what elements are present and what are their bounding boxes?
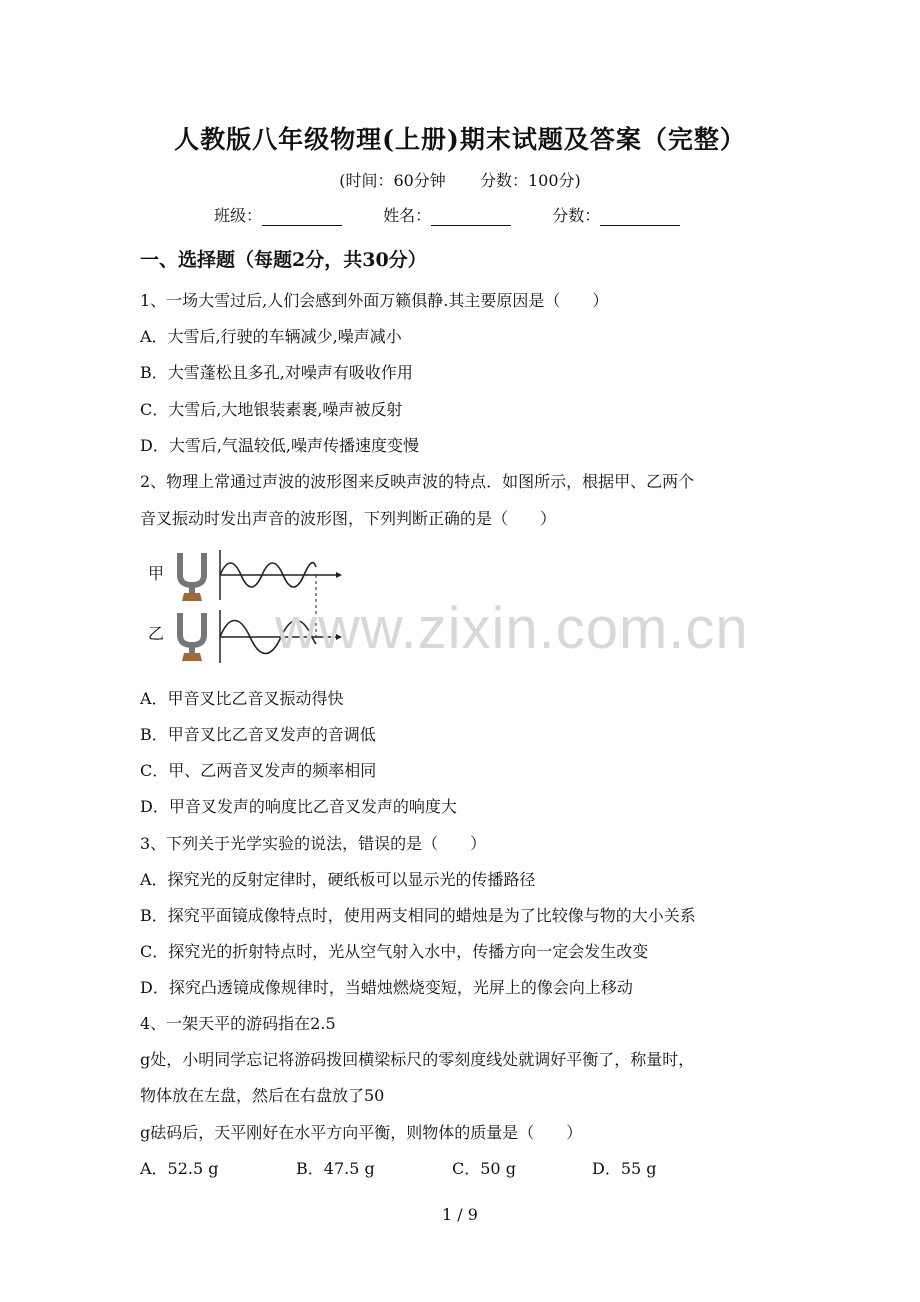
q4-stem-line3: 物体放在左盘，然后在右盘放了50 bbox=[140, 1086, 385, 1105]
exam-time: (时间：60分钟 bbox=[339, 171, 446, 190]
exam-score: 分数：100分) bbox=[480, 171, 581, 190]
page-number: 1 / 9 bbox=[442, 1205, 478, 1224]
q4-option-b: B．47.5 g bbox=[296, 1159, 375, 1178]
q1-stem: 1、一场大雪过后,人们会感到外面万籁俱静.其主要原因是（ ） bbox=[140, 291, 609, 310]
score-label: 分数： bbox=[552, 206, 601, 225]
tuning-fork-icon bbox=[180, 613, 204, 661]
q3-option-a: A．探究光的反射定律时，硬纸板可以显示光的传播路径 bbox=[140, 870, 536, 889]
q1-option-a: A．大雪后,行驶的车辆减少,噪声减小 bbox=[140, 327, 402, 346]
q3-option-c: C．探究光的折射特点时，光从空气射入水中，传播方向一定会发生改变 bbox=[140, 942, 649, 961]
fig-label-jia: 甲 bbox=[148, 564, 165, 583]
q2-stem-line2: 音叉振动时发出声音的波形图，下列判断正确的是（ ） bbox=[140, 509, 557, 528]
q2-option-a: A．甲音叉比乙音叉振动得快 bbox=[140, 689, 344, 708]
q1-option-c: C．大雪后,大地银装素裹,噪声被反射 bbox=[140, 400, 403, 419]
q2-option-c: C．甲、乙两音叉发声的频率相同 bbox=[140, 761, 377, 780]
fig-label-yi: 乙 bbox=[148, 624, 165, 643]
page-title: 人教版八年级物理(上册)期末试题及答案（完整） bbox=[174, 125, 746, 154]
q4-stem-line4: g砝码后，天平刚好在水平方向平衡，则物体的质量是（ ） bbox=[140, 1123, 583, 1142]
watermark: www.zixin.com.cn bbox=[275, 596, 749, 661]
q3-option-d: D．探究凸透镜成像规律时，当蜡烛燃烧变短，光屏上的像会向上移动 bbox=[140, 978, 633, 997]
tuning-fork-icon bbox=[180, 553, 204, 601]
name-label: 姓名： bbox=[383, 206, 432, 225]
q2-option-b: B．甲音叉比乙音叉发声的音调低 bbox=[140, 725, 376, 744]
class-label: 班级： bbox=[214, 206, 263, 225]
exam-info bbox=[0, 168, 920, 191]
q1-option-d: D．大雪后,气温较低,噪声传播速度变慢 bbox=[140, 436, 420, 455]
q2-stem-line1: 2、物理上常通过声波的波形图来反映声波的特点．如图所示，根据甲、乙两个 bbox=[140, 472, 695, 491]
section-heading: 一、选择题（每题2分，共30分） bbox=[140, 249, 427, 271]
q4-option-a: A．52.5 g bbox=[140, 1159, 219, 1178]
q3-stem: 3、下列关于光学实验的说法，错误的是（ ） bbox=[140, 834, 487, 853]
student-fields bbox=[214, 203, 716, 226]
q4-option-c: C．50 g bbox=[452, 1159, 516, 1178]
q2-option-d: D．甲音叉发声的响度比乙音叉发声的响度大 bbox=[140, 797, 457, 816]
q1-option-b: B．大雪蓬松且多孔,对噪声有吸收作用 bbox=[140, 363, 413, 382]
q4-stem-line2: g处，小明同学忘记将游码拨回横梁标尺的零刻度线处就调好平衡了，称量时， bbox=[140, 1050, 695, 1069]
q4-options bbox=[140, 1156, 657, 1179]
q4-stem-line1: 4、一架天平的游码指在2.5 bbox=[140, 1014, 336, 1033]
name-blank bbox=[431, 209, 511, 226]
q3-option-b: B．探究平面镜成像特点时，使用两支相同的蜡烛是为了比较像与物的大小关系 bbox=[140, 906, 696, 925]
class-blank bbox=[262, 209, 342, 226]
score-blank bbox=[600, 209, 680, 226]
q4-option-d: D．55 g bbox=[592, 1159, 657, 1178]
